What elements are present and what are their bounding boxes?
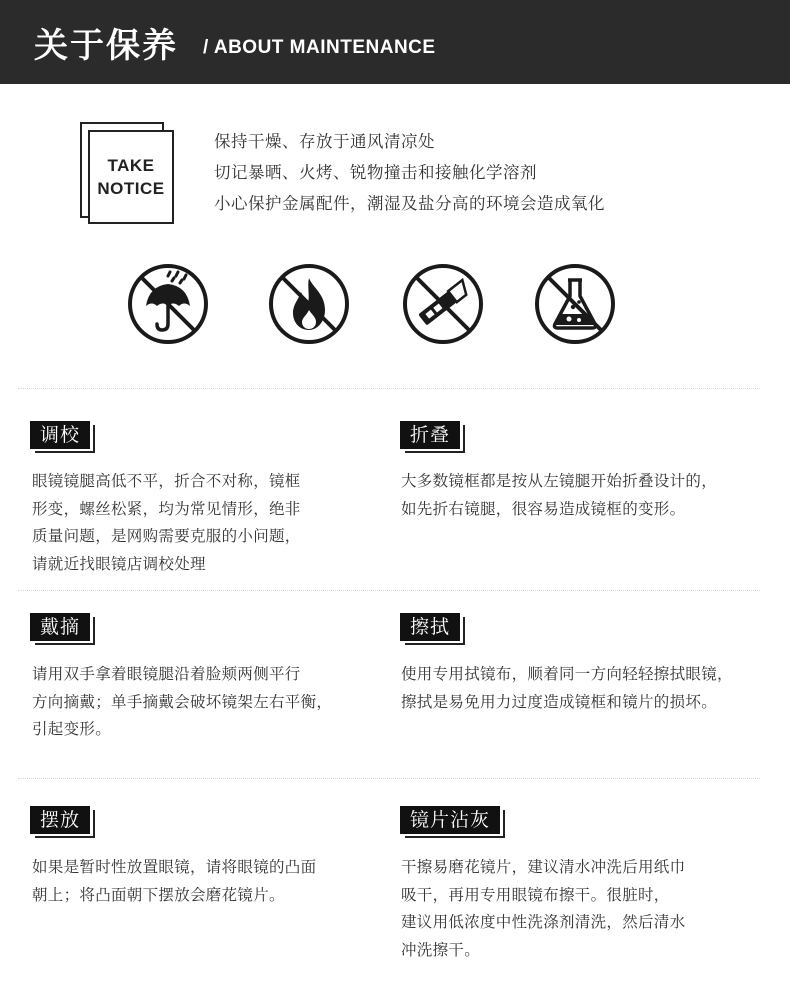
notice-badge-line2: NOTICE	[97, 179, 165, 198]
section-text-wipe	[401, 661, 733, 716]
section-line: 吸干，再用专用眼镜布擦干。很脏时，	[401, 885, 670, 904]
page-title: 关于保养	[34, 26, 178, 66]
notice-badge-line1: TAKE	[107, 156, 155, 175]
section-title-wear	[30, 613, 90, 641]
section-divider	[18, 388, 760, 389]
take-notice-badge	[80, 122, 176, 222]
section-title-fold	[400, 421, 460, 449]
section-line: 擦拭是易免用力过度造成镜框和镜片的损坏。	[401, 692, 718, 711]
section-text-placement	[32, 854, 316, 909]
section-line: 建议用低浓度中性洗涤剂清洗，然后清水	[401, 913, 686, 931]
section-title-label: 戴摘	[30, 613, 90, 641]
notice-list	[214, 126, 605, 219]
notice-line: 小心保护金属配件，潮湿及盐分高的环境会造成氧化	[214, 194, 605, 213]
section-title-wipe	[400, 613, 460, 641]
section-line: 如果是暂时性放置眼镜，请将眼镜的凸面	[32, 858, 317, 876]
section-line: 如先折右镜腿，很容易造成镜框的变形。	[401, 499, 686, 518]
section-divider	[18, 590, 760, 591]
section-line: 干擦易磨花镜片，建议清水冲洗后用纸巾	[401, 858, 686, 876]
section-line: 方向摘戴；单手摘戴会破坏镜架左右平衡，	[32, 692, 333, 711]
section-title-placement	[30, 806, 90, 834]
section-text-wear	[32, 661, 332, 744]
section-line: 眼镜镜腿高低不平，折合不对称，镜框	[32, 472, 301, 490]
section-divider	[18, 778, 760, 779]
notice-card-front	[88, 130, 174, 224]
section-title-label: 擦拭	[400, 613, 460, 641]
section-title-lens-dust	[400, 806, 500, 834]
section-line: 朝上；将凸面朝下摆放会磨花镜片。	[32, 885, 285, 904]
section-line: 形变，螺丝松紧，均为常见情形，绝非	[32, 499, 301, 518]
section-line: 大多数镜框都是按从左镜腿开始折叠设计的，	[401, 472, 718, 490]
no-rain-icon	[126, 262, 210, 346]
no-sharp-object-icon	[401, 262, 485, 346]
no-chemicals-icon	[533, 262, 617, 346]
section-text-lens-dust	[401, 854, 685, 964]
notice-line: 切记暴晒、火烤、锐物撞击和接触化学溶剂	[214, 163, 537, 182]
section-title-label: 镜片沾灰	[400, 806, 500, 834]
section-line: 质量问题，是网购需要克服的小问题，	[32, 527, 301, 545]
page-header	[0, 0, 790, 84]
section-title-label: 摆放	[30, 806, 90, 834]
section-line: 冲洗擦干。	[401, 940, 481, 959]
section-line: 使用专用拭镜布，顺着同一方向轻轻擦拭眼镜，	[401, 665, 733, 683]
notice-line: 保持干燥、存放于通风清凉处	[214, 132, 435, 151]
section-line: 请就近找眼镜店调校处理	[32, 554, 206, 573]
section-text-fold	[401, 468, 717, 523]
page-subtitle: / ABOUT MAINTENANCE	[203, 37, 436, 58]
section-line: 请用双手拿着眼镜腿沿着脸颊两侧平行	[32, 665, 301, 683]
section-title-adjust	[30, 421, 90, 449]
no-fire-icon	[267, 262, 351, 346]
section-title-label: 折叠	[400, 421, 460, 449]
section-line: 引起变形。	[32, 720, 112, 738]
section-text-adjust	[32, 468, 301, 578]
section-title-label: 调校	[30, 421, 90, 449]
